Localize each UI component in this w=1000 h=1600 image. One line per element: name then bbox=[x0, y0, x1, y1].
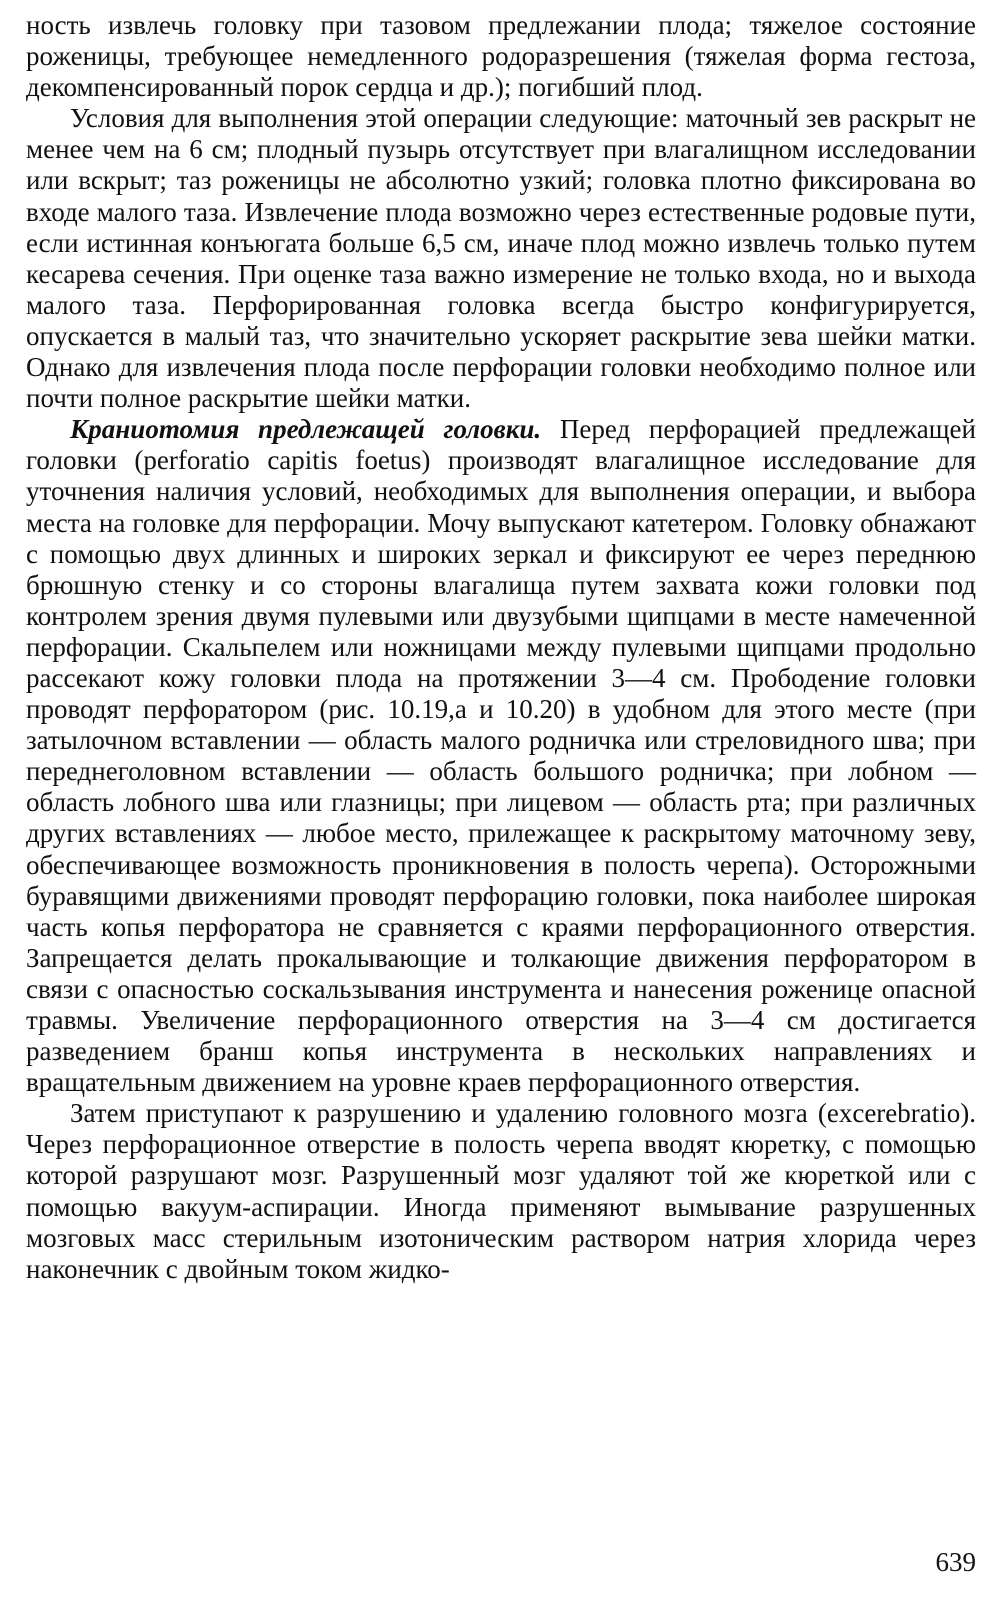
paragraph-craniotomy bbox=[26, 414, 976, 1098]
paragraph-excerebration: Затем приступают к разрушению и удалению головного мозга (excerebratio). Через перфорационное отверстие в полость черепа вводят кюретку, с помощью которой разрушают мозг. Разрушенный мозг удаляют той же кюреткой или с помощью вакуум-аспирации. Иногда применяют вымывание разрушенных мозговых масс стерильным изотоническим раствором натрия хлорида через наконечник с двойным током жидко- bbox=[26, 1098, 976, 1284]
paragraph-craniotomy-text: Перед перфорацией предлежащей головки (perforatio capitis foetus) производят влагалищное исследование для уточнения наличия условий, необходимых для выполнения операции, и выбора места на головке для перфорации. Мочу выпускают катетером. Головку обнажают с помощью двух длинных и широких зеркал и фиксируют ее через переднюю брюшную стенку и со стороны влагалища путем захвата кожи головки под контролем зрения двумя пулевыми или двузубыми щипцами в месте намеченной перфорации. Скальпелем или ножницами между пулевыми щипцами продольно рассекают кожу головки плода на протяжении 3—4 см. Прободение головки проводят перфоратором (рис. 10.19,а и 10.20) в удобном для этого месте (при затылочном вставлении — область малого родничка или стреловидного шва; при переднеголовном вставлении — область большого родничка; при лобном — область лобного шва или глазницы; при лицевом — область рта; при различных других вставлениях — любое место, прилежащее к раскрытому маточному зеву, обеспечивающее возможность проникновения в полость черепа). Осторожными буравящими движениями проводят перфорацию головки, пока наиболее широкая часть копья перфоратора не сравняется с краями перфорационного отверстия. Запрещается делать прокалывающие и толкающие движения перфоратором в связи с опасностью соскальзывания инструмента и нанесения роженице опасной травмы. Увеличение перфорационного отверстия на 3—4 см достигается разведением бранш копья инструмента в нескольких направлениях и вращательным движением на уровне краев перфорационного отверстия. bbox=[26, 414, 976, 1098]
page-number: 639 bbox=[935, 1547, 976, 1577]
book-page bbox=[26, 10, 976, 1590]
paragraph-operation-conditions: Условия для выполнения этой операции следующие: маточный зев раскрыт не менее чем на 6 см; плодный пузырь отсутствует при влагалищном исследовании или вскрыт; таз роженицы не абсолютно узкий; головка плотно фиксирована во входе малого таза. Извлечение плода возможно через естественные родовые пути, если истинная конъюгата больше 6,5 см, иначе плод можно извлечь только путем кесарева сечения. При оценке таза важно измерение не только входа, но и выхода малого таза. Перфорированная головка всегда быстро конфигурируется, опускается в малый таз, что значительно ускоряет раскрытие зева шейки матки. Однако для извлечения плода после перфорации головки необходимо полное или почти полное раскрытие шейки матки. bbox=[26, 103, 976, 414]
section-runin-heading: Краниотомия предлежащей головки. bbox=[70, 414, 542, 445]
paragraph-continuation: ность извлечь головку при тазовом предлежании плода; тяжелое состояние роженицы, требующее немедленного родоразрешения (тяжелая форма гестоза, декомпенсированный порок сердца и др.); погибший плод. bbox=[26, 10, 976, 103]
